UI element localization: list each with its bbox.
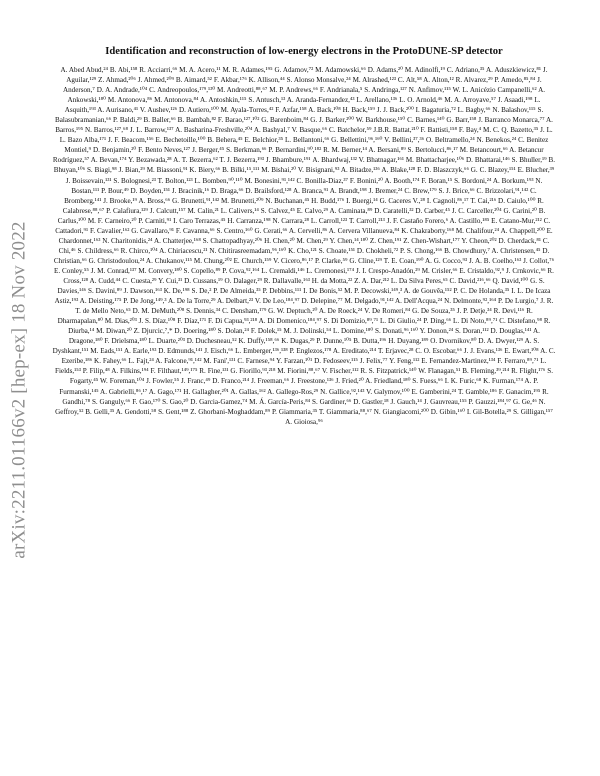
arxiv-identifier: arXiv:2211.01166v2 [hep-ex] 18 Nov 2022 <box>9 221 30 559</box>
arxiv-stamp <box>6 150 34 630</box>
paper-title: Identification and reconstruction of low-energy electrons in the ProtoDUNE-SP detector <box>105 46 503 57</box>
paper-page <box>52 46 556 427</box>
author-list: A. Abed Abud,²⁴ B. Abi,¹⁵⁸ R. Acciarri,⁶⁶ M. A. Acero,¹¹ M. R. Adames,¹⁹⁵ G. Adamov,⁷² M. Adamowski,⁶⁶ D. Adams,²⁰ M. Adinolfi,¹⁹ C. Adriano,³⁵ A. Aduszkiewicz,⁸¹ J. Aguilar,¹²⁹ Z. Ahmad,²⁰⁶ J. Ahmed,²⁰⁹ B. Aimard,⁵² F. Akbar,¹⁷⁶ K. Allison,⁴⁴ S. Alonso Monsalve,²⁴ M. Alrashed,¹²³ C. Alt,⁵⁸ A. Alton,¹² R. Alvarez,²⁹ P. Amedo,⁸⁵,⁸⁴ J. Anderson,⁷ D. A. Andrade,¹⁰⁴ C. Andreopoulos,¹⁷⁹,¹³⁰ M. Andreotti,⁸⁸,⁶⁷ M. P. Andrews,⁶⁶ F. Andrianala,⁵ S. Andringa,¹²⁷ N. Anfimov,¹¹⁵ W. L. Anicézio Campanelli,⁶² A. Ankowski,¹⁸⁰ M. Antonova,⁸⁶ M. Antonova,⁸⁴ A. Antoshkin,¹¹⁵ S. Antusch,¹³ A. Aranda-Fernandez,⁴³ L. Arellano,¹³⁶ L. O. Arnold,⁴⁶ M. A. Arroyave,⁵⁷ J. Asaadi,¹⁹⁸ L. Asquith,¹⁹³ A. Aurisano,⁴¹ V. Aushev,¹²⁶ D. Autiero,¹⁰⁰ M. Ayala-Torres,⁴² F. Azfar,¹⁵⁸ A. Back,¹⁰⁸ H. Back,¹⁵⁹ J. J. Back,²⁰⁰ I. Bagaturia,⁷² L. Bagby,⁶⁶ N. Balashov,¹¹⁵ S. Balasubramanian,⁶⁶ P. Baldi,²⁹ B. Baller,⁶⁶ B. Bambah,⁸² F. Barao,¹²⁷,¹⁰² G. Barenboim,⁸⁴ G. J. Barker,²⁰⁰ W. Barkhouse,¹⁵⁰ C. Barnes,¹⁴⁰ G. Barr,¹⁵⁸ J. Barranco Monarca,⁷⁷ A. Barros,¹⁹⁵ N. Barros,¹²⁷,⁶⁸ J. L. Barrow,¹³⁷ A. Basharina-Freshville,²⁰⁴ A. Bashyal,⁷ V. Basque,⁶⁶ C. Batchelor,⁵⁹ J.B.R. Battat,²¹⁰ F. Battisti,¹⁵⁸ F. Bay,⁴ M. C. Q. Bazetto,³⁵ J. L. L. Bazo Alba,¹⁷¹ J. F. Beacom,¹⁵⁶ E. Bechetoille,¹⁰⁰ B. Behera,⁴⁵ E. Belchior,³⁵ L. Bellantoni,⁶⁶ G. Bellettini,⁹⁶,¹⁶⁰ V. Bellini,³⁷,³⁶ O. Beltramello,²⁴ N. Benekos,²⁴ C. Benitez Montiel,⁹ D. Benjamin,²⁰ F. Bento Neves,¹²⁷ J. Berger,⁴⁵ S. Berkman,⁶⁶ P. Bernardini,⁹⁰,¹⁸² R. M. Berner,¹⁴ A. Bersani,⁸⁹ S. Bertolucci,⁸⁶,¹⁷ M. Betancourt,⁶⁶ A. Betancur Rodríguez,⁵⁷ A. Bevan,¹⁷⁴ Y. Bezawada,²⁸ A. T. Bezerra,⁶² T. J. Bezerra,¹⁹³ J. Bhamburе,¹⁹¹ A. Bhardwaj,¹³² V. Bhatnagar,¹⁶¹ M. Bhattacharjee,¹⁰⁶ D. Bhattarai,¹⁴⁶ S. Bhuller,¹⁹ B. Bhuyan,¹⁰⁶ S. Biagi,⁹⁸ J. Bian,²⁹ M. Biassoni,⁹¹ K. Biery,⁶⁶ B. Bilki,¹⁵,¹¹¹ M. Bishai,²⁰ V. Bisignani,⁹³ A. Bitadze,¹³⁶ A. Blake,¹²⁸ F. D. Blaszczyk,⁶⁶ G. C. Blazey,¹⁵¹ E. Blucher,³⁹ J. Boissevain,¹³¹ S. Bolognesi,²³ T. Bolton,¹²³ L. Bomben,⁹⁰,¹¹⁰ M. Bonesini,⁹¹,¹⁴² C. Bonilla-Diaz,³⁷ F. Bonini,²⁰ A. Booth,¹⁷⁴ F. Boran,¹⁵ S. Bordoni,²⁴ A. Borkum,¹⁹³ N. Bostan,¹¹¹ P. Bour,⁴⁹ D. Boyden,¹⁵¹ J. Bracinik,¹⁶ D. Braga,⁶⁶ D. Brailsford,¹²⁸ A. Branca,⁹¹ A. Brandt,¹⁹⁸ J. Bremer,²⁴ C. Brew,¹⁷⁹ S. J. Brice,⁶⁶ C. Brizzolari,⁹¹,¹⁴² C. Bromberg,¹⁴¹ J. Brooke,¹⁹ A. Bross,⁶⁶ G. Brunetti,⁹¹,¹⁴² M. Brunetti,²⁰⁹ N. Buchanan,⁴⁵ H. Budd,¹⁷⁶ I. Buergi,¹⁴ G. Caceres V.,²⁸ I. Cagnoli,⁸⁶,¹⁷ T. Cai,²¹⁶ D. Caiulo,¹⁰⁰ R. Calabrese,⁸⁸,⁶⁷ P. Calafiura,¹²⁹ J. Calcutt,¹⁵⁷ M. Calin,²¹ L. Calivers,¹⁴ S. Calvez,⁴⁵ E. Calvo,²⁹ A. Caminata,⁸⁹ D. Caratelli,³² D. Carber,⁴⁵ J. C. Carceller,²⁰⁴ G. Carini,²⁰ B. Carlus,¹⁰⁰ M. F. Carneiro,²⁰ P. Carniti,⁹¹ I. Caro Terrazas,⁴⁵ H. Carranza,¹⁹⁸ N. Carrara,²⁸ L. Carroll,¹²³ T. Carroll,²¹³ J. F. Castaño Forero,⁶ A. Castillo,¹⁸⁵ E. Catano-Mur,²¹² C. Cattadori,⁹¹ F. Cavalier,¹⁶² G. Cavallaro,⁹¹ F. Cavanna,⁶⁶ S. Centro,¹⁶⁰ G. Cerati,⁶⁶ A. Cervelli,⁸⁶ A. Cervera Villanueva,⁸⁴ K. Chakraborty,¹⁶⁸ M. Chalifour,²⁴ A. Chappell,²⁰⁰ E. Chardonnet,¹⁶³ N. Charitonidis,²⁴ A. Chatterjee,¹⁶⁸ S. Chattopadhyay,²⁰⁶ H. Chen,²⁰ M. Chen,²⁹ Y. Chen,¹⁴,¹⁸⁰ Z. Chen,¹⁹¹ Z. Chen-Wishart,¹⁷⁷ Y. Cheon,²⁰² D. Cherdack,⁸¹ C. Chi,⁴⁶ S. Childress,⁶⁶ R. Chirco,¹⁰⁴ A. Chiriacescu,²¹ N. Chitirasreemadam,⁹⁶,¹⁶⁰ K. Cho,¹²¹ S. Choate,¹⁵¹ D. Chokheli,⁷² P. S. Chong,¹⁶⁶ B. Chowdhury,⁷ A. Christensen,⁴⁵ D. Christian,⁶⁶ G. Christodoulou,²⁴ A. Chukanov,¹¹⁵ M. Chung,²⁰² E. Church,¹⁵⁹ V. Cicero,⁸⁶,¹⁷ P. Clarke,⁵⁹ G. Cline,¹²⁹ T. E. Coan,¹⁹⁰ A. G. Cocco,⁹³ J. A. B. Coelho,¹⁶³ J. Collot,⁷⁶ E. Conley,⁵⁵ J. M. Conrad,¹³⁷ M. Convery,¹⁸⁰ S. Copello,⁸⁹ P. Cova,⁹²,¹⁶⁴ L. Cremaldi,¹⁴⁶ L. Cremonesi,¹⁷⁴ J. I. Crespo-Anadón,²⁹ M. Crisler,⁶⁶ E. Cristaldo,⁹²,⁹ J. Crnkovic,⁶⁶ R. Cross,¹²⁸ A. Cudd,⁴⁴ C. Cuesta,²⁹ Y. Cui,³¹ D. Cussans,¹⁹ O. Dalager,²⁹ R. Dallavalle,¹⁶³ H. da Motta,²² Z. A. Dar,²¹² L. Da Silva Peres,⁶⁵ C. David,²¹⁶,⁶⁶ Q. David,¹⁰⁰ G. S. Davies,¹⁴⁶ S. Davini,⁸⁹ J. Dawson,¹⁶³ K. De,¹⁹⁸ S. De,² P. De Almeida,³⁵ P. Debbins,¹¹¹ I. De Bonis,⁵² M. P. Decowski,¹⁴⁹,³ A. de Gouvêa,¹⁵² P. C. De Holanda,³⁵ I. L. De Icaza Astiz,¹⁹³ A. Deisting,¹⁷⁵ P. De Jong,¹⁴⁹,³ A. De la Torre,²⁹ A. Delbart,²³ V. De Leo,¹⁸⁴,⁹⁷ D. Delepine,⁷⁷ M. Delgado,⁹¹,¹⁴² A. Dell'Acqua,²⁴ N. Delmonte,⁹²,¹⁶⁴ P. De Lurgio,⁷ J. R. T. de Mello Neto,⁶⁵ D. M. DeMuth,²⁰⁸ S. Dennis,³⁴ C. Densham,¹⁷⁹ G. W. Deptuch,²⁰ A. De Roeck,²⁴ V. De Romeri,⁸⁴ G. De Souza,³⁵ J. P. Detje,³⁴ R. Devi,¹¹⁶ R. Dharmapalan,⁸⁰ M. Dias,²⁰³ J. S. Díaz,¹⁰⁸ F. Díaz,¹⁷¹ F. Di Capua,⁹³,²¹⁸ A. Di Domenico,¹⁸⁴,⁹⁷ S. Di Domizio,⁸⁹,⁷¹ L. Di Giulio,²⁴ P. Ding,⁶⁶ L. Di Noto,⁸⁹,⁷¹ C. Distefano,⁹⁸ R. Diurba,¹⁴ M. Diwan,²⁰ Z. Djurcic,⁷,* D. Doering,¹⁸⁰ S. Dolan,²⁴ F. Dolek,¹⁵ M. J. Dolinski,⁵⁴ L. Domine,¹⁸⁰ S. Donati,⁹⁶,¹⁶⁰ Y. Donon,²⁴ S. Doran,¹¹² D. Douglas,¹⁴¹ A. Dragone,¹⁸⁰ F. Drielsma,¹⁸⁰ L. Duarte,²⁰³ D. Duchesneau,⁵² K. Duffy,¹⁵⁸,⁶⁶ K. Dugas,²⁹ P. Dunne,¹⁰⁵ B. Dutta,¹⁹⁶ H. Duyang,¹⁸⁹ O. Dvornikov,⁸⁰ D. A. Dwyer,¹²⁹ A. S. Dyshkant,¹⁵¹ M. Eads,¹⁵¹ A. Earle,¹⁹³ D. Edmunds,¹⁴¹ J. Eisch,⁶⁶ L. Emberger,¹³⁶,¹³⁸ P. Englezos,¹⁷⁸ A. Ereditato,²¹⁴ T. Erjavec,²⁸ C. O. Escobar,⁶⁶ J. J. Evans,¹³⁶ E. Ewart,¹⁰⁸ A. C. Ezeribe,¹⁸⁶ K. Fahey,⁶⁶ L. Fajt,²⁴ A. Falcone,⁹¹,¹⁴² M. Fani',¹³¹ C. Farnese,⁹⁴ Y. Farzan,¹⁰¹ D. Fedoseev,¹¹⁵ J. Felix,⁷⁷ Y. Feng,¹¹² E. Fernandez-Martinez,¹³⁴ F. Ferraro,⁸⁹,⁷¹ L. Fields,¹⁵³ P. Filip,⁴⁸ A. Filkins,¹⁹⁴ F. Filthaut,¹⁴⁹,¹⁷⁵ R. Fine,¹³¹ G. Fiorillo,⁹³,²¹⁸ M. Fiorini,⁸⁸,⁶⁷ V. Fischer,¹¹² R. S. Fitzpatrick,¹⁴⁰ W. Flanagan,⁵¹ B. Fleming,³⁹,²¹⁴ R. Flight,¹⁷⁶ S. Fogarty,⁴⁵ W. Foreman,¹⁰⁴ J. Fowler,⁵⁵ J. Franc,⁴⁹ D. Franco,²¹⁴ J. Freeman,⁶⁶ J. Freestone,¹³⁶ J. Fried,²⁰ A. Friedland,¹⁸⁰ S. Fuess,⁶⁶ I. K. Furic,⁶⁸ K. Furman,¹⁷⁴ A. P. Furmanski,¹⁴⁵ A. Gabrielli,⁸⁶,¹⁷ A. Gago,¹⁷¹ H. Gallagher,²⁰¹ A. Gallas,¹⁶² A. Gallego-Ros,²⁹ N. Gallice,⁹²,¹⁴³ V. Galymov,¹⁰⁰ E. Gamberini,²⁴ T. Gamble,¹⁸⁶ F. Ganacim,¹⁹⁵ R. Gandhi,⁷⁸ S. Ganguly,⁶⁶ F. Gao,¹⁷⁰ S. Gao,²⁰ D. Garcia-Gamez,⁷⁴ M. Á. García-Peris,⁸⁴ S. Gardiner,⁶⁶ D. Gastler,¹⁸ J. Gauch,¹⁴ J. Gauvreau,¹⁵⁵ P. Gauzzi,¹⁸⁴,⁹⁷ G. Ge,⁴⁶ N. Geffroy,⁵² B. Gelli,³⁵ A. Gendotti,⁵⁸ S. Gent,¹⁸⁸ Z. Ghorbani-Moghaddam,⁸⁹ P. Giammaria,³⁵ T. Giammaria,⁸⁸,⁶⁷ N. Giangiacomi,²⁰⁰ D. Gibin,¹⁶⁰ I. Gil-Botella,²⁹ S. Gilligan,¹⁵⁷ A. Gioiosa,⁹⁶ <box>52 66 556 426</box>
